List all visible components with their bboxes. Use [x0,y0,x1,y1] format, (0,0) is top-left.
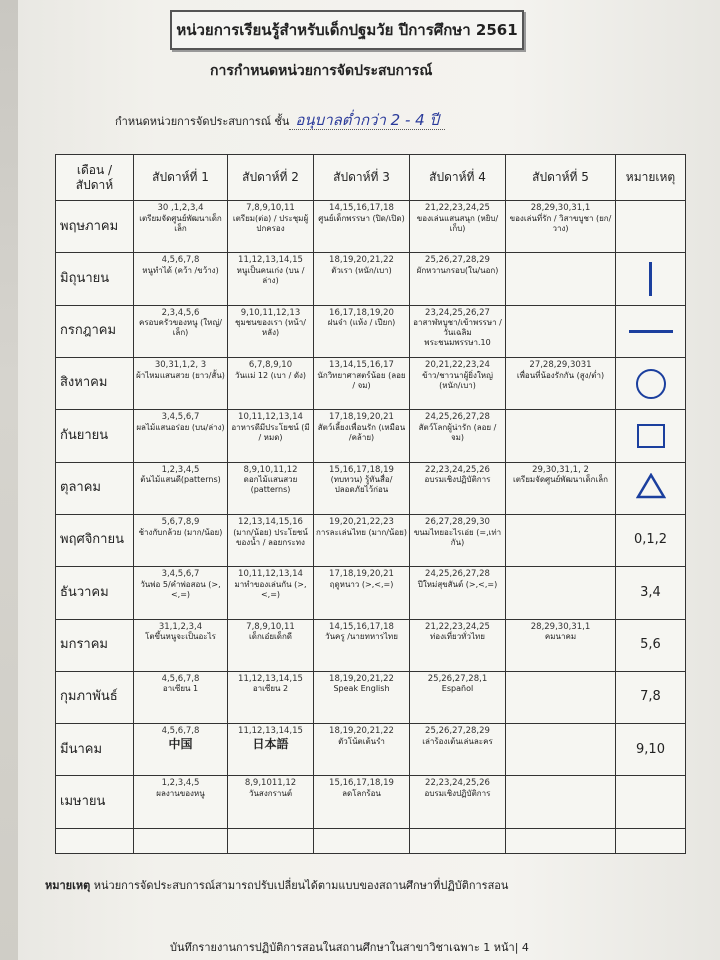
week-dates: 2,3,4,5,6 [161,307,200,318]
week-2-cell [228,305,314,357]
month-name: พฤศจิกายน [56,514,134,566]
page-footer: บันทึกรายงานการปฏิบัติการสอนในสถานศึกษาในสาขาวิชาเฉพาะ 1 หน้า| 4 [170,941,529,954]
schedule-table [55,154,686,854]
week-1-cell [134,201,228,253]
week-activity: โตขึ้นหนูจะเป็นอะไร [145,632,216,642]
header-week-1: สัปดาห์ที่ 1 [134,155,228,201]
week-dates: 21,22,23,24,25 [425,621,490,632]
month-row [56,514,686,566]
month-row [56,462,686,514]
header-week-2: สัปดาห์ที่ 2 [228,155,314,201]
month-row [56,671,686,723]
week-activity: 中国 [168,736,193,751]
week-1-cell [134,671,228,723]
week-activity: 日本語 [252,736,289,751]
week-dates: 13,14,15,16,17 [329,359,394,370]
week-1-cell [134,410,228,462]
week-activity: ปีใหม่สุขสันต์ (>,<,=) [417,579,498,589]
week-dates: 15,16,17,18,19 [329,464,394,475]
week-dates: 3,4,5,6,7 [161,569,200,580]
week-dates: 25,26,27,28,1 [427,673,488,684]
week-activity: วันสงกรานต์ [248,789,293,799]
week-activity: อบรมเชิงปฏิบัติการ [424,789,491,799]
week-1-cell [134,305,228,357]
week-activity: เพื่อนที่น้องรักกัน (สูง/ต่ำ) [516,370,605,380]
week-activity: ช้างกับกล้วย (มาก/น้อย) [138,527,223,537]
week-activity: อบรมเชิงปฏิบัติการ [424,475,491,485]
week-5-cell [506,305,616,357]
week-3-cell [314,567,410,619]
week-dates: 14,15,16,17,18 [329,621,394,632]
week-4-cell [410,201,506,253]
week-3-cell [314,671,410,723]
week-activity: ข้าว/ชาวนาผู้ยิ่งใหญ่ (หนัก/เบา) [422,370,493,390]
week-activity: ท่องเที่ยวทั่วไทย [430,632,485,642]
week-3-cell [314,253,410,305]
week-activity: ต้นไม้แสนดี(patterns) [140,475,221,485]
week-dates: 9,10,11,12,13 [240,307,301,318]
footnote-label: หมายเหตุ [45,879,91,892]
week-1-cell [134,357,228,409]
week-dates: 8,9,10,11,12 [243,464,298,475]
week-4-cell [410,357,506,409]
week-3-cell [314,514,410,566]
week-dates: 11,12,13,14,15 [238,673,303,684]
week-2-cell [228,462,314,514]
week-dates: 1,2,3,4,5 [161,464,200,475]
week-1-cell [134,619,228,671]
week-activity: อาหารดีมีประโยชน์ (มี / หมด) [231,422,310,442]
header-row [56,155,686,201]
week-5-cell [506,619,616,671]
footnote-text: หน่วยการจัดประสบการณ์สามารถปรับเปลี่ยนได้ตามแบบของสถานศึกษาที่ปฏิบัติการสอน [93,879,509,892]
week-activity: (ทบทวน) รู้ทันสื่อ/ปลอดภัยไว้ก่อน [330,475,393,495]
week-5-cell [506,201,616,253]
week-activity: ฝนจ๋า (แห้ง / เปียก) [327,318,396,328]
week-4-cell [410,567,506,619]
header-note: หมายเหตุ [616,155,686,201]
week-1-cell [134,253,228,305]
week-activity: Speak English [333,684,390,694]
week-dates: 24,25,26,27,28 [425,412,490,423]
week-dates: 11,12,13,14,15 [238,255,303,266]
week-5-cell [506,462,616,514]
week-dates: 14,15,16,17,18 [329,203,394,213]
week-dates: 1,2,3,4,5 [161,778,200,789]
header-month: เดือน / สัปดาห์ [56,155,134,201]
week-dates: 30 ,1,2,3,4 [157,203,204,213]
week-dates: 29,30,31,1, 2 [532,464,589,475]
week-activity: อาสาฬหบูชา/เข้าพรรษา /วันเฉลิมพระชนมพรรษา.10 [413,318,502,348]
month-name: มีนาคม [56,724,134,776]
week-dates: 5,6,7,8,9 [161,516,200,527]
week-2-cell [228,724,314,776]
week-2-cell [228,619,314,671]
week-dates: 30,31,1,2, 3 [154,359,207,370]
week-dates: 7,8,9,10,11 [246,621,295,632]
note-cell [616,462,686,514]
week-activity: ตัวเรา (หนัก/เบา) [331,265,392,275]
header-week-5: สัปดาห์ที่ 5 [506,155,616,201]
month-name: กุมภาพันธ์ [56,671,134,723]
week-activity: ผลงานของหนู [156,789,205,799]
note-value: 9,10 [616,724,686,776]
week-dates: 21,22,23,24,25 [425,203,490,213]
week-dates: 27,28,29,3031 [529,359,592,370]
week-1-cell [134,514,228,566]
week-dates: 18,19,20,21,22 [329,255,394,266]
week-3-cell [314,462,410,514]
week-4-cell [410,619,506,671]
month-row [56,357,686,409]
month-row [56,619,686,671]
week-activity: เตรียม(ต่อ) / ประชุมผู้ปกครอง [232,213,309,233]
note-value [616,201,686,253]
header-week-3: สัปดาห์ที่ 3 [314,155,410,201]
week-activity: อาเซียน 2 [252,684,289,694]
week-activity: ลดโลกร้อน [342,789,381,799]
week-dates: 19,20,21,22,23 [329,516,394,527]
week-3-cell [314,305,410,357]
week-activity: ครอบครัวของหนู (ใหญ่/เล็ก) [139,318,222,338]
hand-drawn-triangle-icon [636,473,666,499]
week-1-cell [134,462,228,514]
week-4-cell [410,462,506,514]
month-row [56,305,686,357]
level-label: กำหนดหน่วยการจัดประสบการณ์ ชั้น [115,115,290,128]
blank-row [56,828,686,853]
week-5-cell [506,724,616,776]
week-activity: ขนมไทยอะไรเอ่ย (=,เท่ากัน) [413,527,502,547]
week-3-cell [314,776,410,828]
week-5-cell [506,514,616,566]
week-dates: 28,29,30,31,1 [530,621,591,632]
week-4-cell [410,514,506,566]
note-cell [616,410,686,462]
week-activity: วันครู /นายทหารไทย [325,632,398,642]
week-dates: 20,21,22,23,24 [425,359,490,370]
month-row [56,253,686,305]
week-activity: ผลไม้แสนอร่อย (บน/ล่าง) [136,422,225,432]
week-dates: 23,24,25,26,27 [425,307,490,318]
month-name: มิถุนายน [56,253,134,305]
document-subtitle: การกำหนดหน่วยการจัดประสบการณ์ [210,63,433,79]
week-dates: 4,5,6,7,8 [161,726,200,737]
week-dates: 4,5,6,7,8 [161,255,200,266]
week-activity: สัตว์โลกผู้น่ารัก (ลอย / จม) [418,422,497,442]
week-dates: 6,7,8,9,10 [248,359,293,370]
week-dates: 17,18,19,20,21 [329,569,394,580]
week-5-cell [506,567,616,619]
week-dates: 17,18,19,20,21 [329,412,394,423]
month-row [56,410,686,462]
week-2-cell [228,253,314,305]
week-4-cell [410,724,506,776]
week-activity: ฤดูหนาว (>,<,=) [329,579,394,589]
week-activity: วันพ่อ 5/คำพ่อสอน (>,<,=) [140,579,221,599]
week-dates: 25,26,27,28,29 [425,726,490,737]
month-row [56,776,686,828]
week-activity: มาทำของเล่นกัน (>,<,=) [234,579,307,599]
week-activity: เตรียมจัดศูนย์พัฒนาเด็กเล็ก [139,213,222,233]
week-dates: 15,16,17,18,19 [329,778,394,789]
month-name: ตุลาคม [56,462,134,514]
week-activity: ดอกไม้แสนสวย (patterns) [243,475,298,495]
week-activity: เตรียมจัดศูนย์พัฒนาเด็กเล็ก [512,475,609,485]
week-dates: 25,26,27,28,29 [425,255,490,266]
week-dates: 22,23,24,25,26 [425,464,490,475]
note-cell [616,253,686,305]
week-2-cell [228,410,314,462]
week-5-cell [506,357,616,409]
month-name: เมษายน [56,776,134,828]
week-2-cell [228,776,314,828]
week-1-cell [134,724,228,776]
week-4-cell [410,671,506,723]
month-name: มกราคม [56,619,134,671]
week-dates: 10,11,12,13,14 [238,569,303,580]
week-dates: 16,17,18,19,20 [329,307,394,318]
week-activity: คมนาคม [544,632,577,642]
week-activity: การละเล่นไทย (มาก/น้อย) [316,527,407,537]
week-dates: 11,12,13,14,15 [238,726,303,737]
week-dates: 3,4,5,6,7 [161,412,200,423]
week-2-cell [228,671,314,723]
hand-drawn-square-icon [637,424,665,448]
week-2-cell [228,357,314,409]
week-5-cell [506,410,616,462]
week-dates: 28,29,30,31,1 [530,203,591,213]
week-2-cell [228,514,314,566]
week-activity: วันแม่ 12 (เบา / ดัง) [234,370,307,380]
month-name: สิงหาคม [56,357,134,409]
week-activity: สัตว์เลี้ยงเพื่อนรัก (เหมือน /คล้าย) [317,422,406,442]
note-value: 0,1,2 [616,514,686,566]
note-cell [616,357,686,409]
week-5-cell [506,253,616,305]
week-4-cell [410,776,506,828]
week-activity: ผ้าไหมแสนสวย (ยาว/สั้น) [136,370,225,380]
week-dates: 31,1,2,3,4 [158,621,203,632]
week-activity: ผักหวานกรอบ(ใน/นอก) [416,265,499,275]
week-activity: ตัวโน้ตเต้นรำ [338,736,385,746]
week-activity: ศูนย์เด็กพรรษา (ปิด/เปิด) [318,213,405,223]
week-3-cell [314,201,410,253]
level-line [115,108,445,132]
week-4-cell [410,305,506,357]
week-activity: อาเซียน 1 [162,684,199,694]
week-activity: เล่าร้องเต้นเล่นละคร [422,736,493,746]
week-5-cell [506,671,616,723]
week-activity: ของเล่นแสนสนุก (หยิบ/เก็บ) [416,213,499,233]
week-activity: Español [441,684,474,694]
note-value: 7,8 [616,671,686,723]
week-3-cell [314,619,410,671]
week-dates: 4,5,6,7,8 [161,673,200,684]
week-dates: 18,19,20,21,22 [329,726,394,737]
week-activity: นักวิทยาศาสตร์น้อย (ลอย / จม) [317,370,406,390]
week-dates: 7,8,9,10,11 [246,203,295,213]
month-row [56,724,686,776]
week-4-cell [410,410,506,462]
month-name: พฤษภาคม [56,201,134,253]
week-1-cell [134,567,228,619]
document-title: หน่วยการเรียนรู้สำหรับเด็กปฐมวัย ปีการศึกษา 2561 [170,10,524,50]
month-name: กรกฎาคม [56,305,134,357]
note-value [616,776,686,828]
month-row [56,201,686,253]
note-value: 5,6 [616,619,686,671]
month-row [56,567,686,619]
week-4-cell [410,253,506,305]
week-3-cell [314,724,410,776]
week-dates: 22,23,24,25,26 [425,778,490,789]
level-value: อนุบาลต่ำกว่า 2 - 4 ปี [289,111,445,130]
week-3-cell [314,357,410,409]
note-value: 3,4 [616,567,686,619]
hand-drawn-circle-icon [636,369,666,399]
week-activity: หนูทำได้ (คว้า /ขว้าง) [142,265,219,275]
week-5-cell [506,776,616,828]
week-dates: 10,11,12,13,14 [238,412,303,423]
footnote [45,876,508,894]
week-dates: 12,13,14,15,16 [238,516,303,527]
week-3-cell [314,410,410,462]
week-1-cell [134,776,228,828]
week-dates: 26,27,28,29,30 [425,516,490,527]
week-dates: 24,25,26,27,28 [425,569,490,580]
week-activity: (มาก/น้อย) ประโยชน์ของน้ำ / ลอยกระทง [233,527,308,547]
week-activity: หนูเป็นคนเก่ง (บน / ล่าง) [236,265,305,285]
week-activity: ชุมชนของเรา (หน้า/หลัง) [235,318,306,338]
week-dates: 18,19,20,21,22 [329,673,394,684]
week-activity: เด็กเอ๋ยเด็กดี [249,632,292,642]
month-name: กันยายน [56,410,134,462]
month-name: ธันวาคม [56,567,134,619]
hand-drawn-line-icon [649,262,652,296]
week-dates: 8,9,1011,12 [244,778,297,789]
week-2-cell [228,567,314,619]
week-2-cell [228,201,314,253]
note-cell [616,305,686,357]
week-activity: ของเล่นที่รัก / วิสาขบูชา (ยก/วาง) [509,213,612,233]
hand-drawn-hline-icon [629,330,673,333]
header-week-4: สัปดาห์ที่ 4 [410,155,506,201]
